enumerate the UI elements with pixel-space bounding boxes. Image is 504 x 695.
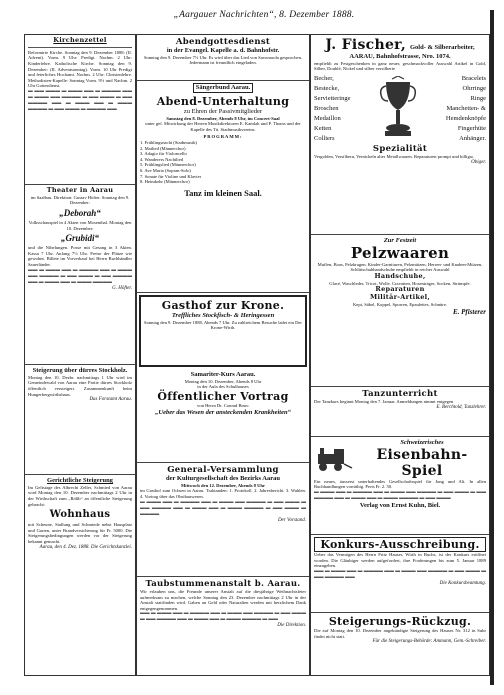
tanzunterricht-ad xyxy=(311,387,489,437)
gericht-house: Wohnhaus xyxy=(49,509,111,521)
stockholz-signature: Das Forstamt Aarau. xyxy=(89,397,132,403)
militaer-title: Militär-Artikel, xyxy=(369,293,431,302)
steigerungs-rueckzug-notice xyxy=(311,613,489,673)
fischer-item: Becher, xyxy=(314,74,334,82)
fischer-items xyxy=(314,74,486,144)
fischer-item: Hemdenknöpfe xyxy=(445,114,486,122)
general-filler: ▬ ▬▬▬ ▬▬ ▬ ▬▬▬▬ ▬▬ ▬ ▬▬▬ ▬▬ ▬▬▬▬ ▬ ▬▬ ▬▬▬ ▬ ▬▬ ▬▬▬▬ ▬▬ ▬ ▬▬▬ ▬▬ ▬ ▬▬▬ ▬▬▬▬ ▬ ▬▬ ▬▬▬ ▬ ▬▬▬▬ xyxy=(140,499,306,517)
programm-item: 5. Frühlingslied (Männerchor) xyxy=(140,162,196,168)
theater-play-deborah: „Deborah“ xyxy=(59,207,101,218)
pelz-title: Pelzwaaren xyxy=(350,243,450,262)
tanz-title: Tanzunterricht xyxy=(362,389,438,399)
fischer-item: Anhänger. xyxy=(459,134,486,142)
fischer-item: Medaillon xyxy=(314,114,341,122)
theater-notice xyxy=(25,185,135,365)
programm-item: 8. Heimkehr (Männerchor) xyxy=(140,179,190,185)
abendgottesdienst-sub: in der Evangel. Kapelle a. d. Bahnhofstr. xyxy=(166,47,280,54)
eisenbahn-titles xyxy=(358,439,486,479)
samariter-title: Samariter-Kurs Aarau. xyxy=(190,371,256,378)
fischer-items-left xyxy=(314,74,350,144)
eisenbahn-signature: Verlag von Ernst Kuhn, Biel. xyxy=(359,501,441,509)
fischer-item: Fingerhüte xyxy=(457,124,486,132)
militaer-body: Kepi, Säbel, Koppel, Sporren, Epaulettes, Schnüre. xyxy=(352,301,448,307)
gericht-signature: Aarau, den 4. Dez. 1888. Die Gerichtskanzlei. xyxy=(39,544,132,550)
fischer-item: Manchetten- & xyxy=(446,104,486,112)
theater-body2: und die Nibelungen. Posse mit Gesang in 3 Akten. Kassa 7 Uhr. Anfang 7½ Uhr. Preise der Plätze wie gewohnt. Billete im Vorverkauf bei Herrn Buchhändler Sauerländer. xyxy=(28,245,132,267)
trophy-cup-illustration xyxy=(376,76,420,142)
eisenbahn-pre: Schweizerisches xyxy=(400,439,444,446)
taubstummen-notice xyxy=(137,577,309,671)
gericht-body2: mit Scheune, Stallung und Schmiede nebst Hausplatz und Garten, unter Brandversicherung für Fr. 5000. Die Steigerungsbedingungen werden vor der Steigerung bekannt gemacht. xyxy=(28,522,132,544)
locomotive-icon xyxy=(314,446,354,472)
unterhaltung-sub: zu Ehren der Passivmitglieder xyxy=(183,107,263,115)
gasthof-sub: Treffliches Stockfisch- & Heringessen xyxy=(171,312,275,319)
stockholz-notice xyxy=(25,365,135,475)
konkurs-filler: ▬▬ ▬ ▬▬▬ ▬▬ ▬ ▬▬▬▬ ▬▬ ▬ ▬▬▬ ▬▬ ▬▬▬▬ ▬ ▬▬ ▬▬▬ ▬ ▬▬ ▬▬▬▬ ▬▬ xyxy=(314,568,486,580)
fischer-header xyxy=(314,37,486,53)
general-signature: Der Vorstand. xyxy=(277,517,306,523)
eisenbahn-spiel-ad xyxy=(311,437,489,535)
rueck-title: Steigerungs-Rückzug. xyxy=(328,615,472,628)
unterhaltung-date: Samstag den 8. Dezember, Abends 8 Uhr, im Concert-Saal xyxy=(166,115,280,121)
fischer-item: Ohrringe xyxy=(462,84,486,92)
general-title: General-Versammlung xyxy=(167,465,279,475)
fischer-title: J. Fischer, xyxy=(325,37,406,53)
programm-item: 2. Mailied (Männerchor) xyxy=(140,145,186,151)
gericht-body: Im Geltstage des Albrecht Zeller, Schmied von Aarau wird Montag den 10. Dezember nachmittags 2 Uhr in der Wirthschaft zum „Rößli“ an öffentliche Steigerung gebracht: xyxy=(28,484,132,507)
samariter-date: Montag den 10. Dezember, Abends 8 Uhr xyxy=(184,378,262,384)
abendgottesdienst-body: Sonntag den 9. Dezember 7½ Uhr. Es wird über das Lied von Savonarola gesprochen. Jedermann ist freundlich eingeladen. xyxy=(143,54,303,66)
divider xyxy=(28,47,132,48)
tanz-signature: E. Berchtold, Tanzlehrer. xyxy=(436,404,486,410)
programm-item: 7. Sonate für Violine und Klavier xyxy=(140,173,202,179)
pelz-pre: Zur Festzeit xyxy=(383,237,417,244)
theater-signature: G. Höfter. xyxy=(112,285,132,291)
konkurs-body: Ueber das Vermögen des Herrn Fritz Hauser, Wirth in Buchs, ist der Konkurs eröffnet worden. Die Gläubiger werden aufgefordert, ihre Forderungen bis zum 5. Januar 1889 einzugeben. xyxy=(314,552,486,569)
theater-play-grubidi: „Grubidi“ xyxy=(60,233,99,244)
fischer-item: Ketten xyxy=(314,124,332,132)
konkurs-title: Konkurs-Ausschreibung. xyxy=(314,537,486,552)
fischer-item: Broschen xyxy=(314,104,339,112)
unterhaltung-notice xyxy=(137,81,309,293)
fischer-item: Bestecke, xyxy=(314,84,340,92)
kirchenzettel-body: Reformirte Kirche. Sonntag den 9. Dezember 1888: (II. Advent). Vorm. 9 Uhr: Predigt. Nachm. 2 Uhr: Kinderlehre. Katholische Kirche. Sonntag den 9. Dezember: (II. Adventsonntag). Vorm. 10 Uhr Predigt und feierliches Hochamt. Nachm. 2 Uhr: Christenlehre. Methodisten-Kapelle: Sonntag Vorm. 9½ und Nachm. 2 Uhr Gottesdienst. xyxy=(28,49,132,89)
gasthof-notice xyxy=(139,295,307,367)
gericht-title: Gerichtliche Steigerung xyxy=(47,477,113,484)
vortrag-title: Öffentlicher Vortrag xyxy=(157,389,289,403)
konkurs-signature: Die Konkursbeamtung. xyxy=(439,580,486,586)
programm-item: 6. Ave Maria (Sopran-Solo) xyxy=(140,167,191,173)
fischer-spec: Spezialität xyxy=(372,143,428,154)
fischer-ad xyxy=(311,35,489,235)
rueck-body: Die auf Montag den 10. Dezember angekündigte Steigerung des Hauses Nr. 312 in Suhr findet nicht statt. xyxy=(314,628,486,639)
hand-body: Glacé, Waschleder, Tricot, Wolle. Cravatten, Hosenträger, Socken, Strümpfe. xyxy=(329,280,471,286)
theater-body: im Saalbau. Direktion: Gustav Höfter. Sonntag den 9. Dezember: xyxy=(30,194,130,206)
newspaper-page xyxy=(10,10,494,685)
fischer-item: Bracelets xyxy=(461,74,486,82)
gasthof-title: Gasthof zur Krone. xyxy=(161,299,285,312)
taubstummen-signature: Die Direktion. xyxy=(277,623,306,629)
gasthof-body: Sonntag den 9. Dezember 1888, Abends 7 Uhr. Zu zahlreichem Besuche ladet ein Der Krone-Wirth. xyxy=(144,319,302,331)
programm-label: PROGRAMM: xyxy=(203,134,243,140)
unterhaltung-title: Abend-Unterhaltung xyxy=(156,94,290,108)
column-left xyxy=(24,34,136,676)
repar-title: Reparaturen xyxy=(375,285,425,294)
saengerbund-badge: Sängerbund Aarau. xyxy=(193,83,254,93)
eisenbahn-title: Eisenbahn-Spiel xyxy=(376,446,468,479)
samariter-notice xyxy=(137,369,309,463)
fischer-sub: Gold- & Silberarbeiter, xyxy=(410,44,475,51)
samariter-place: in der Aula des Schulhauses xyxy=(197,384,249,390)
fischer-item: Colliers xyxy=(314,134,335,142)
kirchenzettel-notice xyxy=(25,35,135,185)
taubstummen-filler: ▬▬ ▬ ▬▬▬ ▬▬ ▬ ▬▬▬▬ ▬▬ ▬ ▬▬▬ ▬▬ ▬▬▬▬ ▬ ▬▬ ▬▬▬ ▬ ▬▬ ▬▬▬▬ ▬▬ ▬ ▬▬▬ ▬▬ ▬ ▬▬▬ ▬▬▬▬ ▬ ▬▬ xyxy=(140,611,306,623)
fischer-item: Ringe xyxy=(470,94,486,102)
programm-item: 1. Frühlingsnacht (Stadtmusik) xyxy=(140,139,198,145)
general-body: im Gasthof zum Ochsen in Aarau. Traktanden: 1. Protokoll. 2. Jahresbericht. 3. Wahlen. 4. Vortrag über das Obstbauwesen. xyxy=(140,488,306,499)
taubstummen-title: Taubstummenanstalt b. Aarau. xyxy=(145,579,301,589)
eisenbahn-filler: ▬ ▬▬▬ ▬▬ ▬ ▬▬▬▬ ▬▬ ▬ ▬▬▬ ▬▬ ▬▬▬▬ ▬ ▬▬ ▬▬▬ ▬ ▬▬ ▬▬▬▬ ▬▬ ▬ ▬▬▬ ▬▬ ▬ ▬▬▬ ▬▬▬▬ ▬ ▬▬ ▬▬▬ xyxy=(314,489,486,501)
kirchenzettel-filler: ▬ ▬▬ ▬▬▬ ▬ ▬▬▬ ▬▬ ▬ ▬▬▬▬ ▬▬ ▬ ▬▬▬ ▬▬ ▬▬▬▬ ▬ ▬▬ ▬▬▬ ▬ ▬▬ ▬▬▬▬ ▬▬ ▬ ▬▬▬ ▬▬ ▬ ▬▬▬ ▬▬▬▬ ▬ ▬▬ ▬▬▬ ▬ ▬▬▬▬ ▬▬ xyxy=(28,88,132,112)
kirchenzettel-title: Kirchenzettel xyxy=(53,36,107,44)
theater-title: Theater in Aarau xyxy=(46,186,114,194)
konkurs-notice xyxy=(311,535,489,613)
fischer-body: empfiehlt zu Festgeschenken in ganz neuer, geschmackvoller Auswahl Artikel in Gold, Silber, Doublé, Nickel und silber versilberte xyxy=(314,60,486,72)
hand-title: Handschuhe, xyxy=(374,271,426,280)
militaer-signature: E. Pfisterer xyxy=(452,307,486,316)
page-header: „Aargauer Nachrichten“, 8. Dezember 1888. xyxy=(173,10,355,20)
tanz-body: Der Tanzkurs beginnt Montag den 7. Januar. Anmeldungen nimmt entgegen xyxy=(314,399,454,404)
tanz-line: Tanz im kleinen Saal. xyxy=(184,187,262,198)
theater-mid: Volksschauspiel in 4 Akten von Mosenthal. Montag den 10. Dezember: xyxy=(28,219,132,231)
eisenbahn-body: Ein neues, äusserst unterhaltendes Gesellschaftsspiel für Jung und Alt. In allen Buchhandlungen vorräthig. Preis Fr. 2. 50. xyxy=(314,478,486,490)
general-sub: der Kulturgesellschaft des Bezirks Aarau xyxy=(166,475,280,482)
fischer-signature: Obiger. xyxy=(471,159,486,165)
page-edge-rule xyxy=(490,10,494,685)
unterhaltung-body: unter gef. Mitwirkung der Herren Musikdirektoren E. Kamlah und P. Thoms und der Kapelle des Tit. Stadtmusikvereins. xyxy=(145,121,301,132)
stockholz-body: Montag den 10. Dezbr. nachmittags 1 Uhr wird im Gemeindewald von Aarau eine Partie dürres Stockholz öffentlich versteigert. Zusammenkunft beim Hungerbergwirthshaus. xyxy=(28,374,132,397)
vortrag-by: von Herrn Dr. Conrad Brun: xyxy=(197,402,249,408)
pelzwaaren-ad xyxy=(311,235,489,387)
gericht-notice xyxy=(25,475,135,675)
theater-filler: ▬▬ ▬ ▬▬▬ ▬▬ ▬ ▬▬▬▬ ▬▬ ▬ ▬▬▬ ▬▬ ▬▬▬▬ ▬ ▬▬ ▬▬▬ ▬ ▬▬ ▬▬▬▬ ▬▬ ▬ ▬▬▬ ▬▬ ▬ ▬▬▬ ▬▬▬▬ xyxy=(28,267,132,285)
taubstummen-body: Wir erlauben uns, die Freunde unserer Anstalt auf die diesjährige Weihnachtsfeier aufmerksam zu machen, welche Sonntag den 23. Dezember nachmittags 2 Uhr in der Anstalt stattfinden wird. Gaben an Geld oder Naturalien werden mit herzlichem Dank entgegengenommen. xyxy=(140,589,306,611)
fischer-body2: Vergolden, Versilbern, Vernickeln alter Metallwaaren. Reparaturen prompt und billigst. xyxy=(314,153,474,159)
abendgottesdienst-notice xyxy=(137,35,309,81)
fischer-city: AARAU, Bahnhofstrasse, Nro. 1074. xyxy=(349,53,451,60)
generalversammlung-notice xyxy=(137,463,309,577)
vortrag-topic: „Ueber das Wesen der ansteckenden Krankheiten“ xyxy=(155,408,291,416)
column-middle xyxy=(136,34,310,676)
programm-item: 4. Wanderers Nachtlied xyxy=(140,156,184,162)
pelz-body: Muffen, Boas, Pelzkragen, Kinder-Garnituren, Pelzmützen, Herren- und Knaben-Mützen, Schlittschuhhandschuhe empfiehlt in reicher Auswahl xyxy=(317,261,483,273)
abendgottesdienst-title: Abendgottesdienst xyxy=(175,37,271,47)
fischer-item: Servietteringe xyxy=(314,94,351,102)
stockholz-title: Steigerung über dürres Stockholz. xyxy=(32,367,128,374)
rueck-signature: Für die Steigerungs-Behörde: Ammann, Gem.-Schreiber. xyxy=(372,639,486,645)
fischer-items-right xyxy=(446,74,486,144)
column-right xyxy=(310,34,490,676)
eisenbahn-header xyxy=(314,439,486,479)
programm-item: 3. Adagio für Violoncello xyxy=(140,151,187,157)
saengerbund-label xyxy=(140,83,306,93)
general-date: Mittwoch den 12. Dezember, Abends 8 Uhr xyxy=(180,482,266,488)
